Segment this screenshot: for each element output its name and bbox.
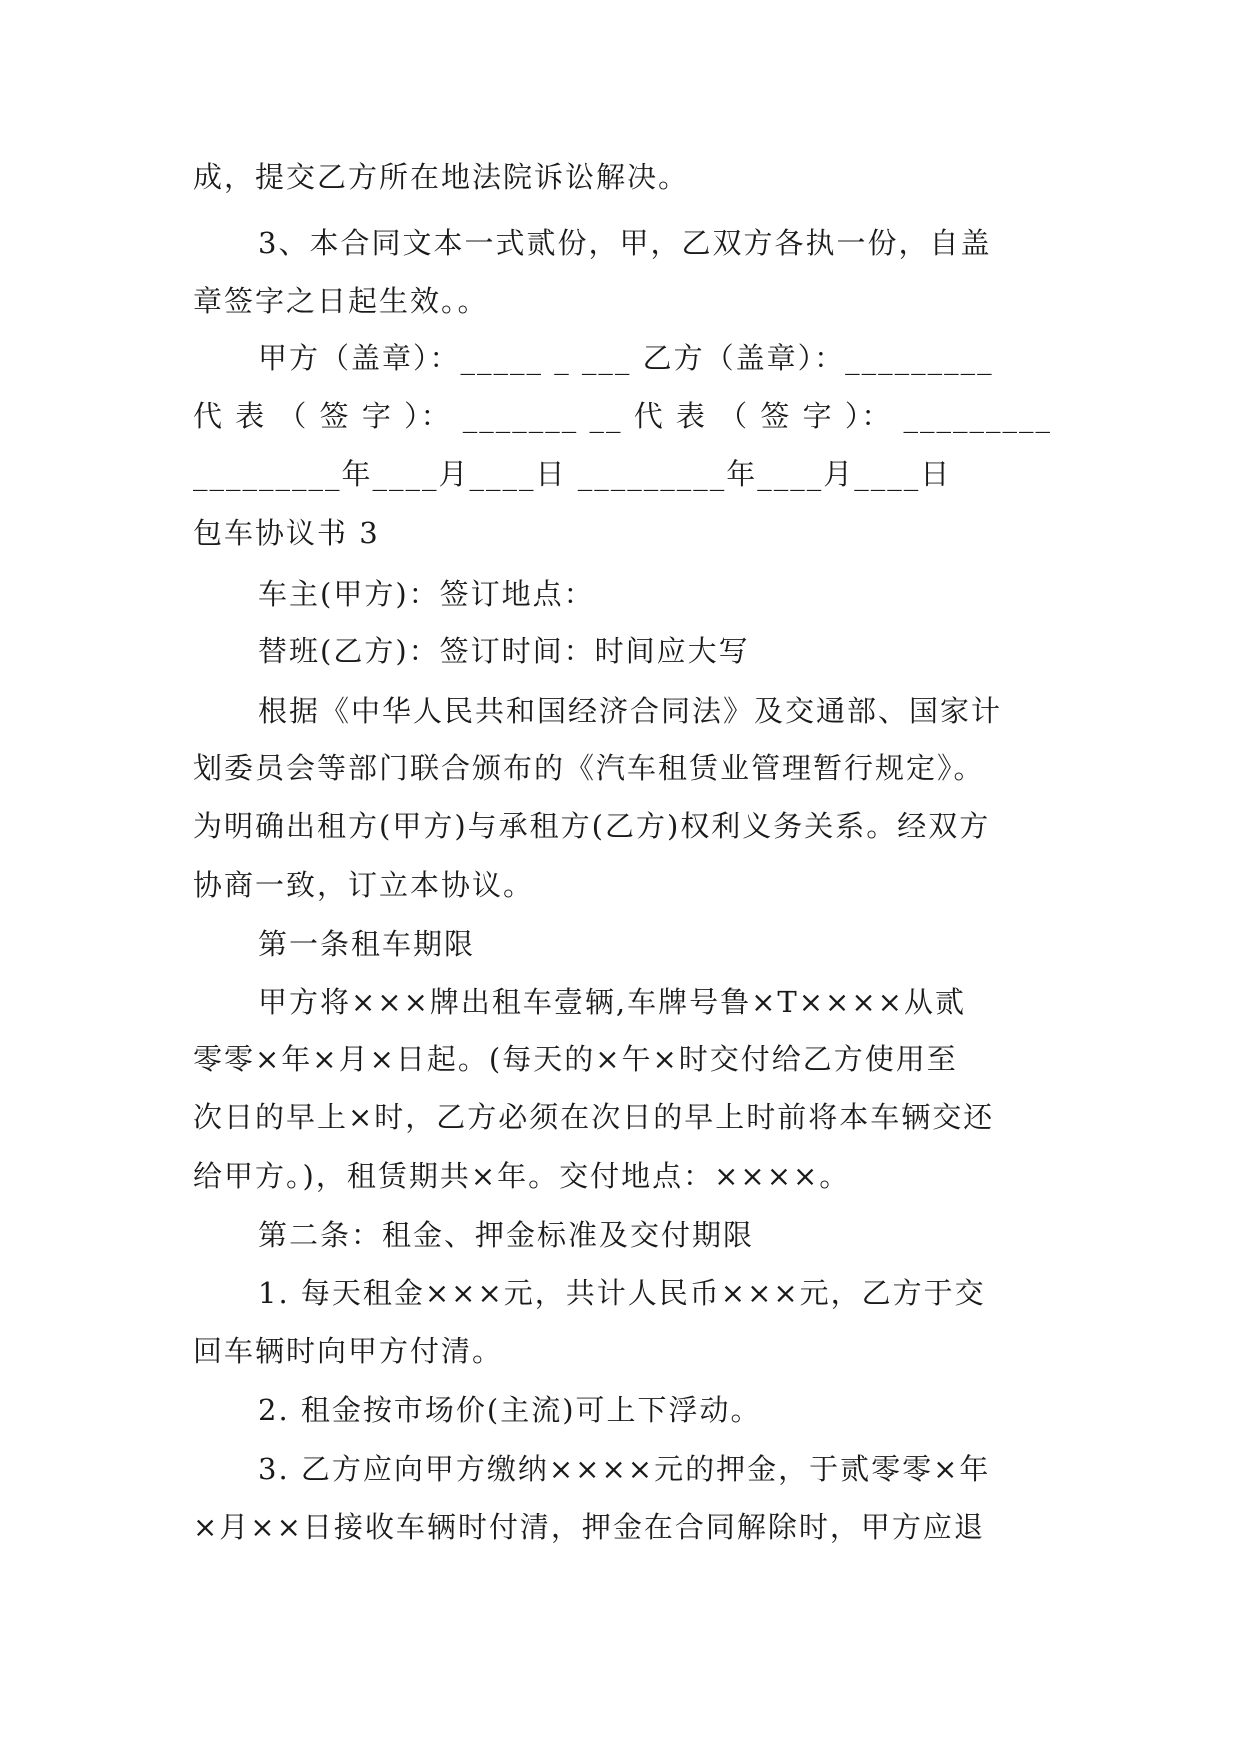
signature-line-date: _________年____月____日 _________年____月____日 (193, 457, 952, 491)
paragraph-line: 协商一致，订立本协议。 (193, 868, 535, 902)
paragraph-line: 划委员会等部门联合颁布的《汽车租赁业管理暂行规定》。 (193, 751, 985, 785)
paragraph-line: 给甲方。)，租赁期共×年。交付地点：××××。 (193, 1159, 851, 1193)
paragraph-line: 零零×年×月×日起。(每天的×午×时交付给乙方使用至 (193, 1042, 958, 1076)
paragraph-line: 2. 租金按市场价(主流)可上下浮动。 (258, 1393, 762, 1427)
paragraph-line: 章签字之日起生效。。 (193, 284, 489, 318)
signature-line-seal: 甲方（盖章）：_____ _ ___ 乙方（盖章）：_________ (258, 341, 994, 375)
article-heading: 第二条：租金、押金标准及交付期限 (258, 1218, 755, 1252)
paragraph-line: 甲方将×××牌出租车壹辆,车牌号鲁×T××××从贰 (258, 985, 966, 1019)
paragraph-line: 为明确出租方(甲方)与承租方(乙方)权利义务关系。经双方 (193, 809, 991, 843)
paragraph-line: 次日的早上×时，乙方必须在次日的早上时前将本车辆交还 (193, 1100, 995, 1134)
article-heading: 第一条租车期限 (258, 927, 476, 961)
party-line: 替班(乙方)：签订时间：时间应大写 (258, 634, 750, 668)
section-title: 包车协议书 3 (193, 516, 380, 550)
paragraph-line: ×月××日接收车辆时付清，押金在合同解除时，甲方应退 (193, 1510, 985, 1544)
paragraph-line: 3、本合同文本一式贰份，甲，乙双方各执一份，自盖 (258, 226, 992, 260)
party-line: 车主(甲方)：签订地点： (258, 577, 595, 611)
signature-line-representative: 代 表 （ 签 字 ）： _______ __ 代 表 （ 签 字 ）： _________ (193, 399, 1053, 433)
paragraph-line: 回车辆时向甲方付清。 (193, 1334, 504, 1368)
paragraph-line: 3. 乙方应向甲方缴纳××××元的押金，于贰零零×年 (258, 1452, 991, 1486)
paragraph-line: 成，提交乙方所在地法院诉讼解决。 (193, 160, 690, 194)
paragraph-line: 根据《中华人民共和国经济合同法》及交通部、国家计 (258, 694, 1003, 728)
paragraph-line: 1. 每天租金×××元，共计人民币×××元，乙方于交 (258, 1276, 986, 1310)
